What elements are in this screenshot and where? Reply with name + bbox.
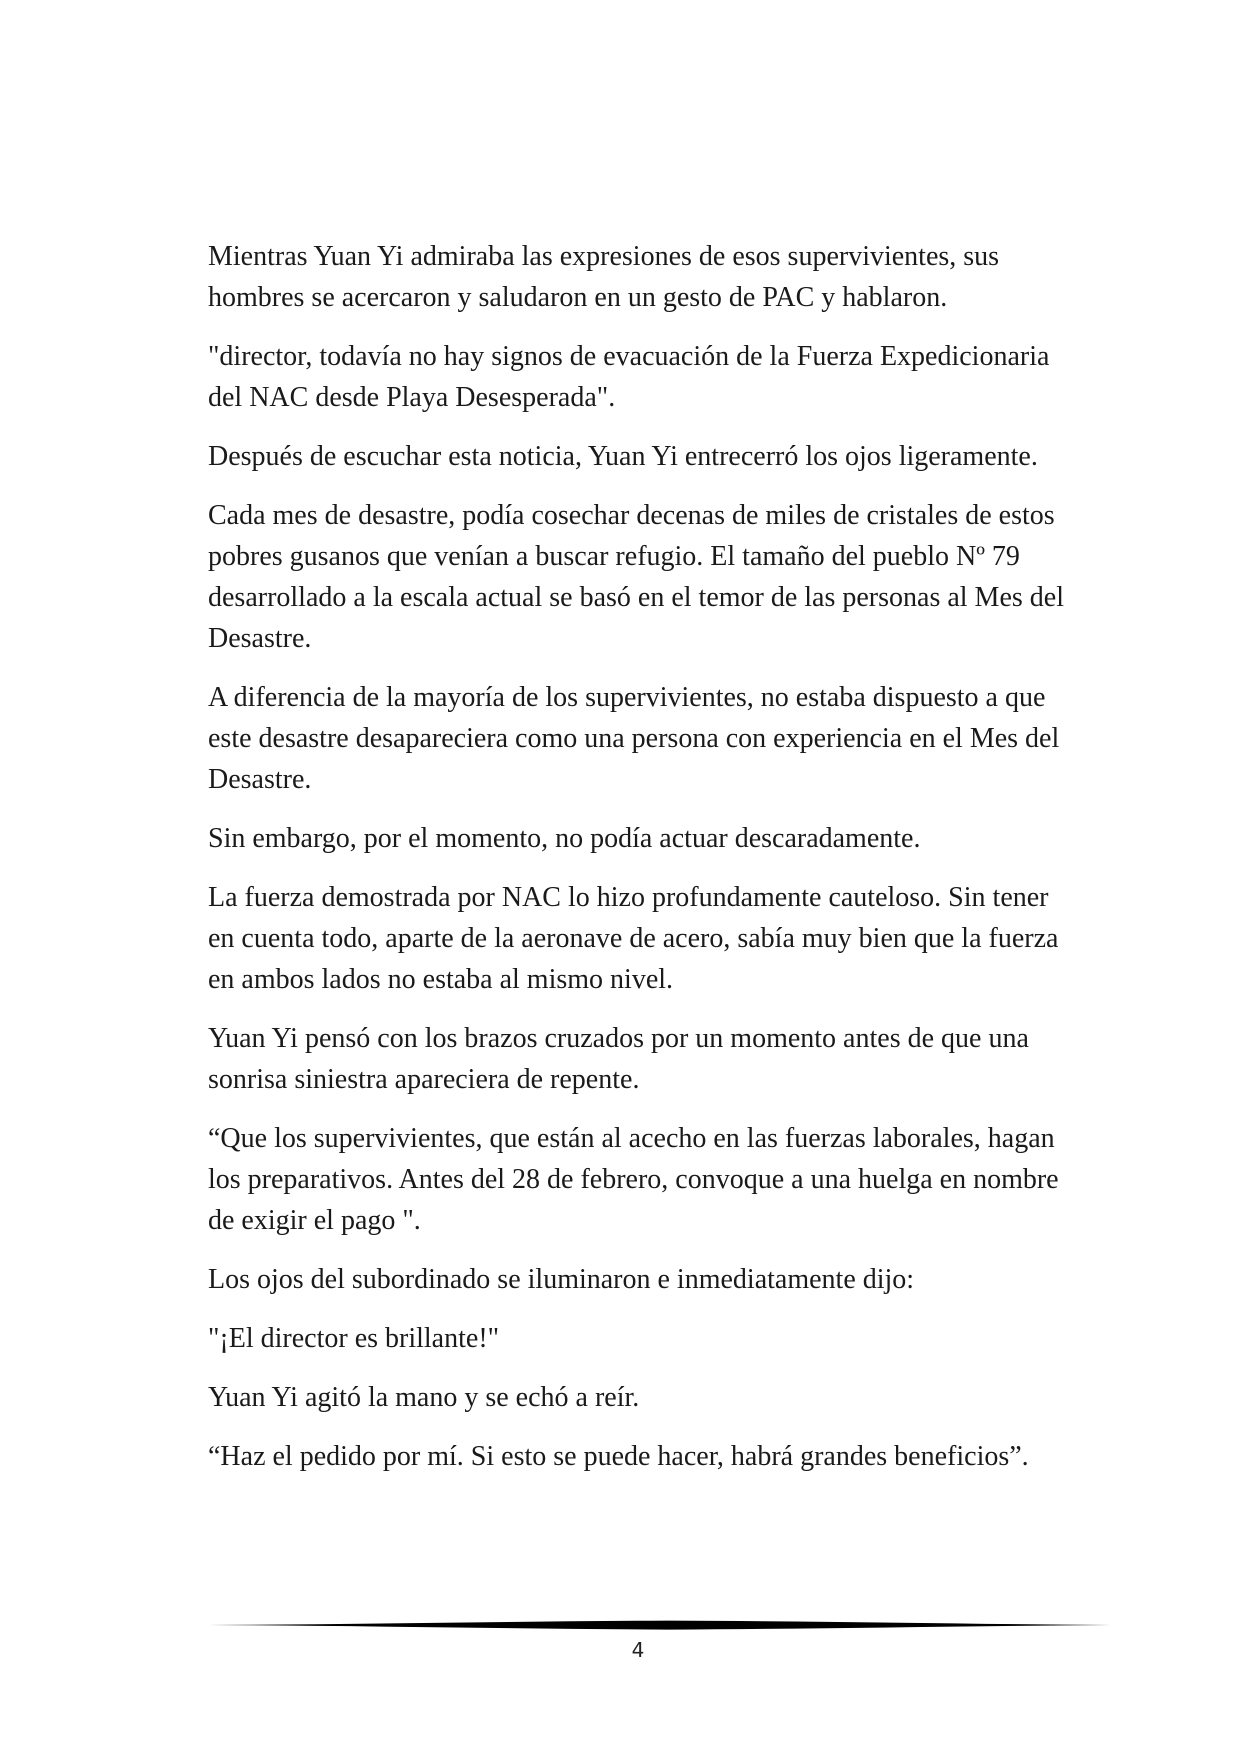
paragraph-13: “Haz el pedido por mí. Si esto se puede hacer, habrá grandes beneficios”.: [208, 1441, 1029, 1472]
footer-divider: [208, 1618, 1111, 1632]
paragraph-10: Los ojos del subordinado se iluminaron e inmediatamente dijo:: [208, 1264, 915, 1295]
paragraph-6: Sin embargo, por el momento, no podía actuar descaradamente.: [208, 823, 921, 854]
paragraph-3: Después de escuchar esta noticia, Yuan Yi entrecerró los ojos ligeramente.: [208, 441, 1038, 472]
paragraph-5: A diferencia de la mayoría de los supervivientes, no estaba dispuesto a que este desastre desapareciera como una persona con experiencia en el Mes del Desastre.: [208, 682, 1060, 795]
paragraph-9: “Que los supervivientes, que están al acecho en las fuerzas laborales, hagan los preparativos. Antes del 28 de febrero, convoque a una huelga en nombre de exigir el pago ".: [208, 1123, 1059, 1236]
paragraph-7: La fuerza demostrada por NAC lo hizo profundamente cauteloso. Sin tener en cuenta todo, aparte de la aeronave de acero, sabía muy bien que la fuerza en ambos lados no estaba al mismo nivel.: [208, 882, 1059, 995]
paragraph-2: "director, todavía no hay signos de evacuación de la Fuerza Expedicionaria del NAC desde Playa Desesperada".: [208, 341, 1050, 413]
page-number: 4: [631, 1638, 645, 1662]
paragraph-11: "¡El director es brillante!": [208, 1323, 500, 1354]
body-text: [208, 236, 1078, 1495]
paragraph-8: Yuan Yi pensó con los brazos cruzados por un momento antes de que una sonrisa siniestra apareciera de repente.: [208, 1023, 1029, 1095]
paragraph-4: Cada mes de desastre, podía cosechar decenas de miles de cristales de estos pobres gusanos que venían a buscar refugio. El tamaño del pueblo Nº 79 desarrollado a la escala actual se basó en el temor de las personas al Mes del Desastre.: [208, 500, 1064, 654]
paragraph-12: Yuan Yi agitó la mano y se echó a reír.: [208, 1382, 640, 1413]
paragraph-1: Mientras Yuan Yi admiraba las expresiones de esos supervivientes, sus hombres se acercaron y saludaron en un gesto de PAC y hablaron.: [208, 241, 1000, 313]
